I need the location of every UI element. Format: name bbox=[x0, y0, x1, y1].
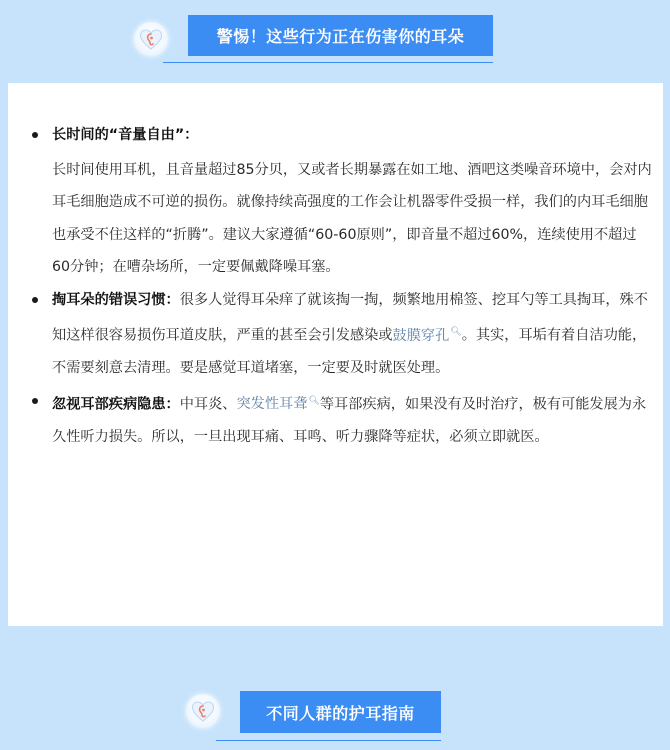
heading-underline bbox=[216, 740, 441, 741]
bullet-list bbox=[32, 119, 652, 453]
content-card bbox=[8, 83, 663, 626]
item-body: 。其实，耳垢有着自洁功能，不需要刻意去清理。要是感觉耳道堵塞，一定要及时就医处理。 bbox=[52, 327, 647, 377]
item-lead: 掏耳朵的错误习惯： bbox=[52, 291, 180, 308]
item-body: 很多人觉得耳朵痒了就该掏一掏，频繁地用棉签、挖耳勺等工具掏耳，殊不知这样很容易损伤耳道皮肤，严重的甚至会引发感染或 bbox=[52, 291, 648, 344]
list-item bbox=[32, 385, 652, 454]
heart-ear-icon bbox=[186, 694, 220, 728]
item-body: 等耳部疾病，如果没有及时治疗，极有可能发展为永久性听力损失。所以，一旦出现耳痛、耳鸣、听力骤降等症状，必须立即就医。 bbox=[52, 396, 647, 445]
term-link-label: 鼓膜穿孔 bbox=[392, 327, 450, 344]
heart-ear-icon bbox=[134, 22, 168, 56]
bullet-dot bbox=[32, 297, 38, 303]
list-item bbox=[32, 284, 652, 385]
section-title-1: 警惕！这些行为正在伤害你的耳朵 bbox=[188, 15, 493, 56]
item-body: 长时间使用耳机，且音量超过85分贝，又或者长期暴露在如工地、酒吧这类噪音环境中，会对内耳毛细胞造成不可逆的损伤。就像持续高强度的工作会让机器零件受损一样，我们的内耳毛细胞也承受不住这样的“折腾”。建议大家遵循“60-60原则”，即音量不超过60%，连续使用不超过60分钟；在嘈杂场所，一定要佩戴降噪耳塞。 bbox=[52, 161, 652, 275]
bullet-dot bbox=[32, 398, 38, 404]
search-icon: 🔍︎ bbox=[450, 327, 462, 337]
bullet-dot bbox=[32, 132, 38, 138]
item-lead: 忽视耳部疾病隐患： bbox=[52, 396, 180, 413]
section-title-2: 不同人群的护耳指南 bbox=[240, 691, 441, 733]
heading-underline bbox=[163, 62, 493, 63]
list-item bbox=[32, 119, 652, 284]
search-icon: 🔍︎ bbox=[308, 395, 320, 406]
term-link-label: 突发性耳聋 bbox=[236, 396, 308, 413]
term-link[interactable] bbox=[236, 396, 319, 412]
term-link[interactable] bbox=[393, 328, 462, 344]
item-lead: 长时间的“音量自由”： bbox=[52, 127, 199, 143]
item-body: 中耳炎、 bbox=[179, 396, 237, 413]
